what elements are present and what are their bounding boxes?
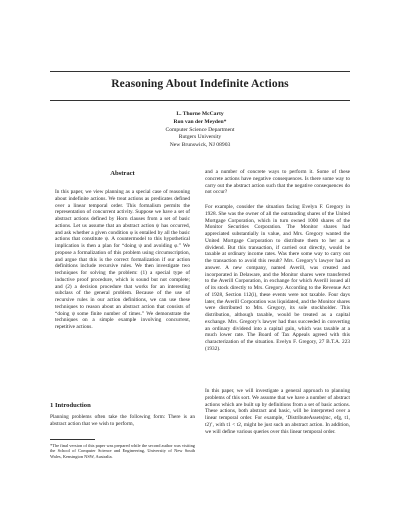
intro-paragraph: Planning problems often take the following form: There is an abstract action that we wish to perform, (50, 414, 195, 427)
right-paragraph-2: For example, consider the situation facing Evelyn F. Gregory in 1928. She was the owner of all the outstanding shares of the United Mortgage Corporation, which in turn owned 1000 shares of the Monitor Securities Corporation. The Monitor shares had appreciated substantially in value, and Mrs. Gregory wanted the United Mortgage Corporation to distribute them to her as a dividend. But this transaction, if carried out directly, would be taxable at ordinary income rates. Was there some way to carry out the transaction to avoid this result? Mrs. Gregory’s lawyer had an answer. A new company, named Averill, was created and incorporated in Delaware, and the Monitor shares were transferred to the Averill Corporation, in exchange for which Averill issued all of its stock directly to Mrs. Gregory. According to the Revenue Act of 1928, Section 112(i), these events were not taxable. Four days later, the Averill Corporation was liquidated, and the Monitor shares were distributed to Mrs. Gregory, its sole stockholder. This distribution, although taxable, would be treated as a capital exchange. Mrs. Gregory’s lawyer had thus succeeded in converting an ordinary dividend into a capital gain, which was taxable at a much lower rate. The Board of Tax Appeals agreed with this characterization of the situation. Evelyn F. Gregory, 27 B.T.A. 223 (1932). (205, 204, 350, 352)
footnote: *The final version of this paper was prepared while the second author was visiting the School of Computer Science and Engineering, University of New South Wales, Kensington NSW, Australia. (50, 443, 195, 459)
paper-title: Reasoning About Indefinite Actions (111, 78, 289, 90)
title-rule-top (50, 71, 350, 72)
author-block (50, 111, 350, 150)
affiliation-dept: Computer Science Department (165, 126, 235, 133)
title-rule-bottom (50, 100, 350, 101)
author-2: Ron van der Meyden* (173, 118, 227, 125)
affiliation-city: New Brunswick, NJ 08903 (169, 142, 231, 149)
abstract-text: In this paper, we view planning as a special case of reasoning about indefinite actions. We treat actions as predicates defined over a linear temporal order. This formalism permits the representation of concurrent activity. Suppose we have a set of abstract actions defined by Horn clauses from a set of basic actions. Let us assume that an abstract action ψ has occurred, and ask whether a given condition φ is entailed by all the basic actions that constitute ψ. A countermodel to this hypothetical implication is then a plan for “doing ψ and avoiding φ.” We propose a formalization of this problem using circumscription, and argue that this is the correct formalization if our action definitions include recursive rules. We then investigate two techniques for solving the problem: (1) a special type of inductive proof procedure, which is sound but not complete; and (2) a decision procedure that works for an interesting subclass of the general problem. Because of the use of recursive rules in our action definitions, we can use these techniques to reason about an abstract action that consists of “doing ψ some finite number of times.” We demonstrate the techniques on a simple example involving concurrent, repetitive actions. (55, 189, 190, 330)
affiliation-univ: Rutgers University (178, 134, 222, 141)
footnote-rule (50, 439, 95, 440)
section-heading-introduction: 1 Introduction (50, 402, 91, 409)
abstract-heading: Abstract (110, 170, 135, 177)
right-paragraph-1: and a number of concrete ways to perform it. Some of these concrete actions have negative consequences. Is there some way to carry out the abstract action such that the negative consequences do not occur? (205, 169, 350, 196)
author-1: L. Thorne McCarty (176, 111, 224, 117)
right-paragraph-3: In this paper, we will investigate a general approach to planning problems of this sort. We assume that we have a number of abstract actions which are built up by definitions from a set of basic actions. These actions, both abstract and basic, will be interpreted over a linear temporal order. For example, ‘DistributeAssets(mc, efg, t1, t2)’, with t1 < t2, might be just such an abstract action. In addition, we will define various queries over this linear temporal order. (205, 388, 350, 435)
